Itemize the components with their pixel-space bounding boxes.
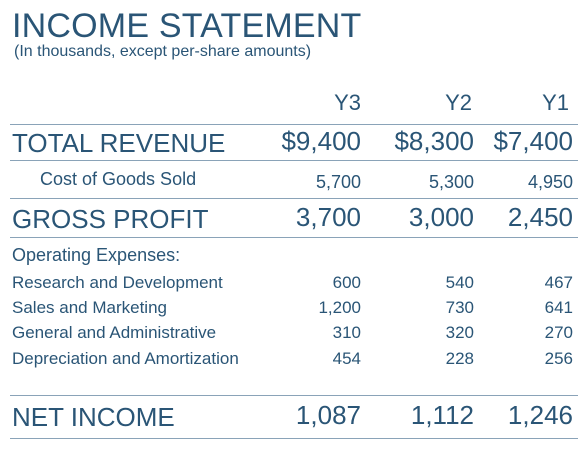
expense-y3: 1,200 xyxy=(318,298,361,317)
divider xyxy=(10,438,578,439)
total-revenue-y2: $8,300 xyxy=(394,126,474,156)
expense-label: General and Administrative xyxy=(12,323,217,342)
expense-label: Depreciation and Amortization xyxy=(12,349,239,368)
operating-expenses-heading: Operating Expenses: xyxy=(12,245,181,265)
column-header-y2: Y2 xyxy=(445,90,472,115)
column-header-y1: Y1 xyxy=(542,90,569,115)
total-revenue-label: TOTAL REVENUE xyxy=(12,128,226,158)
divider xyxy=(10,124,578,125)
expense-y1: 270 xyxy=(544,323,573,342)
divider xyxy=(10,160,578,161)
gross-profit-y2: 3,000 xyxy=(408,202,474,232)
cogs-y3: 5,700 xyxy=(315,172,361,192)
expense-y2: 228 xyxy=(445,349,474,368)
net-income-y3: 1,087 xyxy=(295,400,361,430)
gross-profit-label: GROSS PROFIT xyxy=(12,204,209,234)
expense-y3: 600 xyxy=(332,273,361,292)
divider xyxy=(10,237,578,238)
total-revenue-y1: $7,400 xyxy=(493,126,573,156)
column-header-y3: Y3 xyxy=(334,90,361,115)
expense-y2: 320 xyxy=(445,323,474,342)
expense-label: Research and Development xyxy=(12,273,223,292)
expense-label: Sales and Marketing xyxy=(12,298,167,317)
divider xyxy=(10,198,578,199)
statement-title: INCOME STATEMENT xyxy=(12,7,362,45)
net-income-y2: 1,112 xyxy=(410,400,474,430)
gross-profit-y1: 2,450 xyxy=(507,202,573,232)
gross-profit-y3: 3,700 xyxy=(295,202,361,232)
statement-subtitle: (In thousands, except per-share amounts) xyxy=(14,43,312,60)
expense-y2: 730 xyxy=(445,298,474,317)
cogs-y1: 4,950 xyxy=(527,172,573,192)
total-revenue-y3: $9,400 xyxy=(281,126,361,156)
cogs-y2: 5,300 xyxy=(428,172,474,192)
expense-y1: 256 xyxy=(544,349,573,368)
expense-y3: 310 xyxy=(332,323,361,342)
divider xyxy=(10,395,578,396)
expense-y1: 467 xyxy=(544,273,573,292)
expense-y3: 454 xyxy=(332,349,361,368)
net-income-label: NET INCOME xyxy=(12,402,175,432)
cogs-label: Cost of Goods Sold xyxy=(40,169,197,189)
expense-y2: 540 xyxy=(445,273,474,292)
expense-y1: 641 xyxy=(544,298,573,317)
net-income-y1: 1,246 xyxy=(507,400,573,430)
